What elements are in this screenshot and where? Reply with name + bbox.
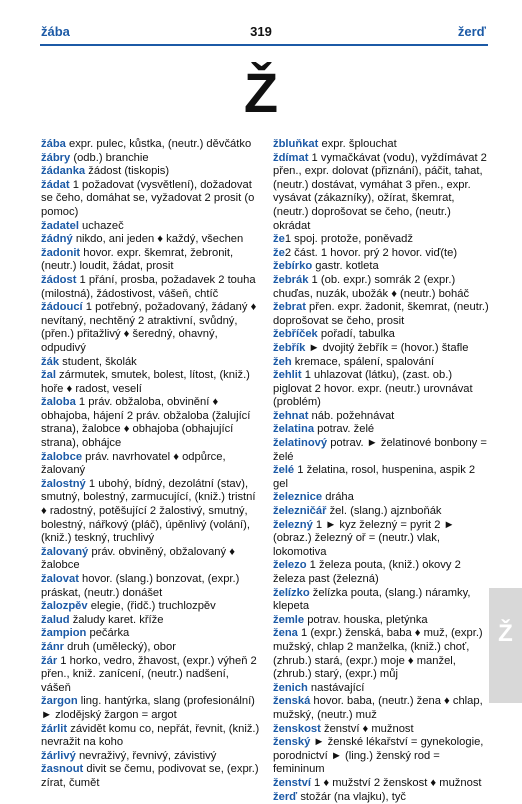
dictionary-entry <box>41 274 261 301</box>
entry-definition: žádost (tiskopis) <box>85 165 169 177</box>
entry-headword: žargon <box>41 695 78 707</box>
entry-definition: nastávající <box>308 682 365 694</box>
header-rule <box>40 44 488 46</box>
entry-headword: žalostný <box>41 478 86 490</box>
entry-definition: student, školák <box>59 356 137 368</box>
dictionary-entry <box>41 138 261 152</box>
entry-definition: závidět komu co, nepřát, řevnit, (kniž.) nevražit na koho <box>41 723 259 749</box>
dictionary-entry <box>41 165 261 179</box>
dictionary-entry <box>273 138 489 152</box>
entry-headword: ženský <box>273 736 310 748</box>
entry-definition: druh (umělecký), obor <box>64 641 176 653</box>
entry-definition: 1 (expr.) ženská, baba ♦ muž, (expr.) mužský, chlap 2 manželka, (kniž.) choť, (zhrub.) stará, (expr.) moje ♦ manžel, (zhrub.) starý, (expr.) můj <box>273 627 483 680</box>
dictionary-entry <box>41 478 261 546</box>
entry-definition: ► dvojitý žebřík = (hovor.) štafle <box>305 342 468 354</box>
entry-headword: žampion <box>41 627 86 639</box>
dictionary-entry <box>273 519 489 560</box>
entry-headword: železný <box>273 519 313 531</box>
entry-definition: želízka pouta, (slang.) náramky, klepeta <box>273 587 471 613</box>
entry-definition: nevraživý, řevnivý, závistivý <box>76 750 217 762</box>
entry-definition: 1 přání, prosba, požadavek 2 touha (milostná), žádostivost, vášeň, chtíč <box>41 274 256 300</box>
dictionary-entry <box>41 763 261 790</box>
entry-definition: žel. (slang.) ajznboňák <box>326 505 441 517</box>
entry-definition: 1 železa pouta, (kniž.) okovy 2 železa past (železná) <box>273 559 461 585</box>
entry-headword: žalovat <box>41 573 79 585</box>
entry-definition: dráha <box>322 491 354 503</box>
entry-headword: žebrat <box>273 301 306 313</box>
entry-headword: ženskost <box>273 723 321 735</box>
entry-headword: želízko <box>273 587 310 599</box>
page-number: 319 <box>0 24 522 39</box>
entry-headword: žák <box>41 356 59 368</box>
entry-definition: 1 spoj. protože, poněvadž <box>285 233 413 245</box>
entry-definition: pečárka <box>86 627 129 639</box>
entry-headword: žalozpěv <box>41 600 88 612</box>
entry-headword: žebírko <box>273 260 312 272</box>
entry-definition: stožár (na vlajku), tyč <box>297 791 406 803</box>
entry-headword: žebrák <box>273 274 308 286</box>
entry-headword: železnice <box>273 491 322 503</box>
dictionary-entry <box>41 220 261 234</box>
entry-headword: žebřík <box>273 342 305 354</box>
entry-headword: žadonit <box>41 247 80 259</box>
entry-definition: elegie, (řidč.) truchlozpěv <box>88 600 216 612</box>
dictionary-entry <box>273 356 489 370</box>
dictionary-entry <box>41 546 261 573</box>
entry-definition: práv. obviněný, obžalovaný ♦ žalobce <box>41 546 235 572</box>
guide-word-left: žába <box>41 24 70 39</box>
entry-headword: že <box>273 247 285 259</box>
entry-headword: železničář <box>273 505 326 517</box>
entry-definition: 1 potřebný, požadovaný, žádaný ♦ nevítaný, nechtěný 2 atraktivní, svůdný, (přen.) přitažlivý ♦ šeredný, ohavný, odpudivý <box>41 301 256 354</box>
entry-headword: žádanka <box>41 165 85 177</box>
dictionary-entry <box>273 342 489 356</box>
entry-headword: žábry <box>41 152 70 164</box>
entry-headword: želé <box>273 464 294 476</box>
dictionary-entry <box>273 233 489 247</box>
entry-definition: 1 ubohý, bídný, dezolátní (stav), smutný, bolestný, zarmucující, (kniž.) tristní ♦ radostný, potěšující 2 žalostivý, smutný, bolestný, nářkový (pláč), úpěnlivý (volání), (kniž.) teskný, truchlivý <box>41 478 256 544</box>
entry-headword: žádoucí <box>41 301 83 313</box>
dictionary-entry <box>41 641 261 655</box>
entry-definition: ► ženské lékařství = gynekologie, porodnictví ► (ling.) ženský rod = femininum <box>273 736 483 775</box>
dictionary-entry <box>273 682 489 696</box>
dictionary-entry <box>273 274 489 301</box>
dictionary-entry <box>41 695 261 722</box>
dictionary-entry <box>273 301 489 328</box>
entry-definition: práv. navrhovatel ♦ odpůrce, žalovaný <box>41 451 226 477</box>
entry-definition: přen. expr. žadonit, škemrat, (neutr.) doprošovat se čeho, prosit <box>273 301 489 327</box>
dictionary-entry <box>41 369 261 396</box>
entry-headword: ženich <box>273 682 308 694</box>
entry-definition: 1 ♦ mužství 2 ženskost ♦ mužnost <box>311 777 482 789</box>
entry-definition: žaludy karet. kříže <box>70 614 164 626</box>
entry-headword: žalobce <box>41 451 82 463</box>
entry-headword: žalud <box>41 614 70 626</box>
entry-definition: potrav. ► želatinové bonbony = želé <box>273 437 487 463</box>
entry-definition: 1 ► kyz železný = pyrit 2 ► (obraz.) železný oř = (neutr.) vlak, lokomotiva <box>273 519 455 558</box>
dictionary-entry <box>41 233 261 247</box>
entry-headword: ždímat <box>273 152 308 164</box>
dictionary-entry <box>41 152 261 166</box>
entry-definition: pořadí, tabulka <box>318 328 395 340</box>
entry-definition: ling. hantýrka, slang (profesionální) ► zlodějský žargon = argot <box>41 695 255 721</box>
dictionary-entry <box>273 464 489 491</box>
entry-headword: žaloba <box>41 396 76 408</box>
dictionary-entry <box>41 247 261 274</box>
dictionary-entry <box>273 627 489 681</box>
dictionary-entry <box>273 410 489 424</box>
entry-headword: žárlivý <box>41 750 76 762</box>
dictionary-entry <box>41 451 261 478</box>
dictionary-entry <box>273 614 489 628</box>
dictionary-entry <box>41 179 261 220</box>
entry-definition: hovor. baba, (neutr.) žena ♦ chlap, mužský, (neutr.) muž <box>273 695 483 721</box>
entry-definition: 2 část. 1 hovor. prý 2 hovor. viď(te) <box>285 247 457 259</box>
entry-headword: žeh <box>273 356 292 368</box>
entry-definition: (odb.) branchie <box>70 152 148 164</box>
thumb-index-letter: Ž <box>489 620 522 648</box>
entry-definition: hovor. expr. škemrat, žebronit, (neutr.) loudit, žádat, prosit <box>41 247 233 273</box>
entry-definition: uchazeč <box>79 220 124 232</box>
dictionary-entry <box>41 655 261 696</box>
entry-headword: žena <box>273 627 298 639</box>
dictionary-entry <box>41 614 261 628</box>
entry-headword: že <box>273 233 285 245</box>
entry-definition: zármutek, smutek, bolest, lítost, (kniž.) hoře ♦ radost, veselí <box>41 369 250 395</box>
dictionary-entry <box>273 328 489 342</box>
entry-headword: žebříček <box>273 328 318 340</box>
entry-headword: žerď <box>273 791 297 803</box>
entry-definition: 1 požadovat (vysvětlení), dožadovat se čeho, domáhat se, vyžadovat 2 prosit (o pomoc) <box>41 179 254 218</box>
entry-headword: žalovaný <box>41 546 88 558</box>
dictionary-entry <box>273 791 489 804</box>
dictionary-entry <box>273 152 489 234</box>
entry-headword: žehnat <box>273 410 308 422</box>
entry-headword: žal <box>41 369 56 381</box>
dictionary-entry <box>41 301 261 355</box>
entry-definition: 1 horko, vedro, žhavost, (expr.) výheň 2 přen., kniž. zanícení, (neutr.) nadšení, vášeň <box>41 655 257 694</box>
entry-headword: žadatel <box>41 220 79 232</box>
dictionary-entry <box>41 573 261 600</box>
dictionary-entry <box>41 723 261 750</box>
dictionary-entry <box>273 491 489 505</box>
entry-headword: žasnout <box>41 763 83 775</box>
entry-definition: potrav. houska, pletýnka <box>304 614 428 626</box>
section-letter: Ž <box>0 58 522 128</box>
entry-headword: žánr <box>41 641 64 653</box>
entry-definition: 1 práv. obžaloba, obvinění ♦ obhajoba, hájení 2 práv. obžaloba (žalující strana), žalobce ♦ obhajoba (obhajující strana), obhájce <box>41 396 250 449</box>
entry-headword: žbluňkat <box>273 138 318 150</box>
entry-definition: expr. pulec, kůstka, (neutr.) děvčátko <box>66 138 251 150</box>
entry-headword: želatinový <box>273 437 327 449</box>
entry-headword: železo <box>273 559 307 571</box>
dictionary-entry <box>273 369 489 410</box>
dictionary-entry <box>273 695 489 722</box>
dictionary-entry <box>273 559 489 586</box>
entry-definition: gastr. kotleta <box>312 260 379 272</box>
entry-headword: ženství <box>273 777 311 789</box>
dictionary-entry <box>41 396 261 450</box>
entry-headword: žába <box>41 138 66 150</box>
entry-definition: náb. požehnávat <box>308 410 394 422</box>
dictionary-entry <box>41 750 261 764</box>
entry-headword: žemle <box>273 614 304 626</box>
dictionary-entry <box>41 600 261 614</box>
entry-headword: žádost <box>41 274 76 286</box>
entry-headword: žehlit <box>273 369 302 381</box>
entry-definition: nikdo, ani jeden ♦ každý, všechen <box>73 233 244 245</box>
entry-definition: potrav. želé <box>314 423 374 435</box>
dictionary-entry <box>273 247 489 261</box>
entry-definition: ženství ♦ mužnost <box>321 723 414 735</box>
dictionary-entry <box>273 723 489 737</box>
dictionary-entry <box>41 356 261 370</box>
entry-definition: hovor. (slang.) bonzovat, (expr.) práskat, (neutr.) donášet <box>41 573 239 599</box>
entry-headword: žádný <box>41 233 73 245</box>
entry-definition: expr. šplouchat <box>318 138 396 150</box>
dictionary-entry <box>273 777 489 791</box>
entry-definition: 1 vymačkávat (vodu), vyždímávat 2 přen., expr. dolovat (přiznání), páčit, tahat, (neutr.) dostávat, vymáhat 3 přen., expr. vysávat (zákazníky), ožírat, škemrat, (neutr.) doprošovat se čeho, (neutr.) okrádat <box>273 152 487 232</box>
entry-definition: 1 (ob. expr.) somrák 2 (expr.) chuďas, nuzák, ubožák ♦ (neutr.) boháč <box>273 274 469 300</box>
guide-word-right: žerď <box>458 24 486 39</box>
dictionary-entry <box>41 627 261 641</box>
dictionary-entry <box>273 587 489 614</box>
entry-headword: ženská <box>273 695 310 707</box>
left-column <box>41 138 261 791</box>
dictionary-entry <box>273 505 489 519</box>
entry-headword: žár <box>41 655 57 667</box>
entry-headword: žárlit <box>41 723 67 735</box>
entry-definition: divit se čemu, podivovat se, (expr.) zírat, čumět <box>41 763 259 789</box>
dictionary-entry <box>273 423 489 437</box>
entry-definition: 1 uhlazovat (látku), (zast. ob.) piglovat 2 hovor. expr. (neutr.) urovnávat (problém) <box>273 369 473 408</box>
dictionary-entry <box>273 736 489 777</box>
entry-headword: želatina <box>273 423 314 435</box>
entry-definition: 1 želatina, rosol, huspenina, aspik 2 gel <box>273 464 475 490</box>
thumb-index-tab <box>489 588 522 703</box>
dictionary-entry <box>273 437 489 464</box>
entry-headword: žádat <box>41 179 70 191</box>
dictionary-entry <box>273 260 489 274</box>
entry-definition: kremace, spálení, spalování <box>292 356 434 368</box>
right-column <box>273 138 489 804</box>
